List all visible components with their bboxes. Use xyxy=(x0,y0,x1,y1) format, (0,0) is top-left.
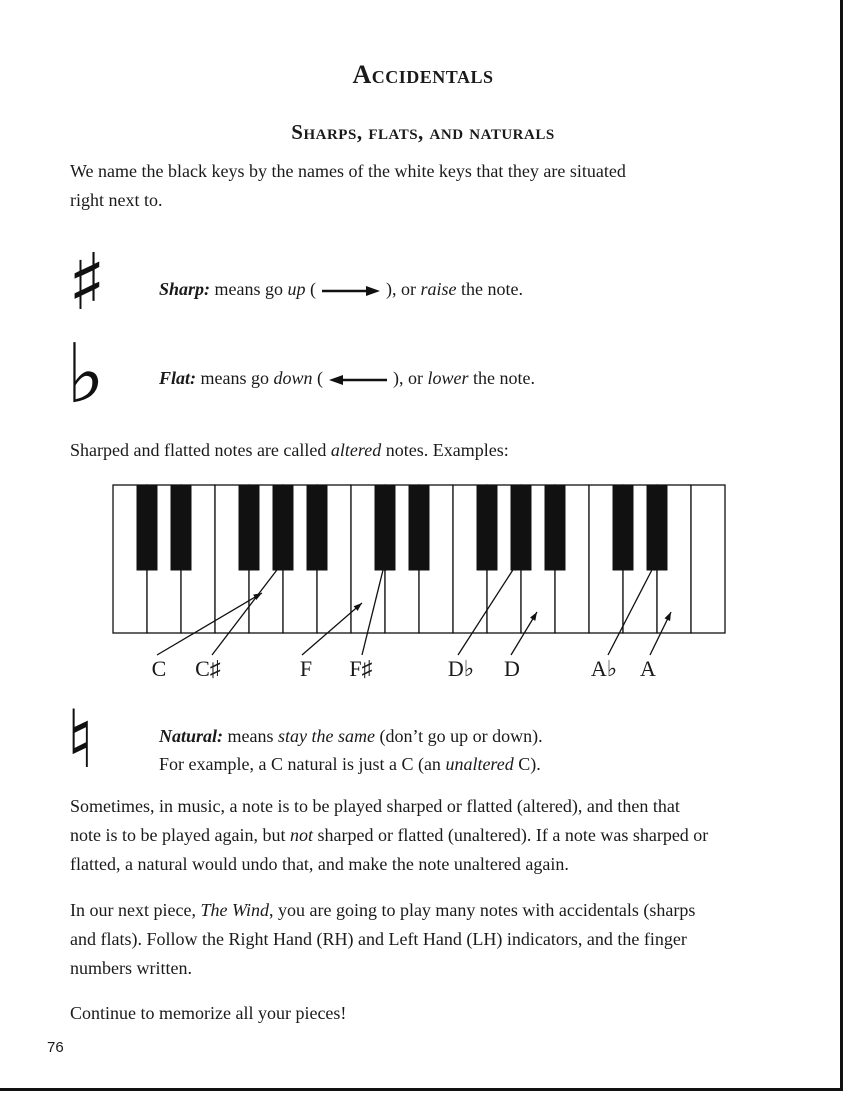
black-key xyxy=(307,485,327,570)
natural-emph-same: stay the same xyxy=(278,726,375,746)
para2-line1-a: In our next piece, xyxy=(70,900,201,920)
natural-symbol-icon: ♮ xyxy=(66,693,95,786)
para2-line1-b: , you are going to play many notes with accidentals (sharps xyxy=(268,900,696,920)
altered-text-b: notes. Examples: xyxy=(381,440,509,460)
flat-emph-down: down xyxy=(273,368,313,388)
label-a-flat: A♭ xyxy=(590,656,618,681)
altered-explanation-paragraph xyxy=(70,792,790,879)
natural-term: Natural: xyxy=(159,726,224,746)
label-a: A xyxy=(640,656,656,681)
label-f: F xyxy=(299,656,313,681)
black-key xyxy=(477,485,497,570)
para1-line-2 xyxy=(70,821,790,850)
sharp-text-b: ( xyxy=(305,279,317,299)
sharp-emph-up: up xyxy=(287,279,306,299)
natural-text-b: (don’t go up or down). xyxy=(374,726,543,746)
black-key xyxy=(239,485,259,570)
para1-emph-not: not xyxy=(289,825,313,845)
label-c: C xyxy=(151,656,167,681)
altered-text-a: Sharped and flatted notes are called xyxy=(70,440,331,460)
para2-line-1 xyxy=(70,896,790,925)
next-piece-paragraph xyxy=(70,896,790,983)
flat-text-b: ( xyxy=(312,368,324,388)
flat-term: Flat: xyxy=(159,368,197,388)
para1-line-3: flatted, a natural would undo that, and make the note unaltered again. xyxy=(70,854,569,874)
sharp-symbol-icon: ♯ xyxy=(68,238,106,328)
black-key xyxy=(613,485,633,570)
para1-line2-b: sharped or flatted (unaltered). If a note was sharped or xyxy=(312,825,709,845)
black-key xyxy=(511,485,531,570)
altered-emph: altered xyxy=(330,440,382,460)
label-c-sharp: C♯ xyxy=(195,656,221,681)
natural-definition xyxy=(159,722,543,778)
natural-text-a: means xyxy=(223,726,278,746)
flat-symbol-icon: ♭ xyxy=(66,327,105,422)
natural-line2-b: C). xyxy=(513,754,541,774)
para2-line-2: and flats). Follow the Right Hand (RH) and Left Hand (LH) indicators, and the finger xyxy=(70,929,687,949)
sharp-emph-raise: raise xyxy=(420,279,457,299)
sharp-text-c: ), or xyxy=(386,279,421,299)
label-f-sharp: F♯ xyxy=(349,656,373,681)
para2-line-3: numbers written. xyxy=(70,958,192,978)
sharp-text-a: means go xyxy=(210,279,288,299)
para1-line2-a: note is to be played again, but xyxy=(70,825,290,845)
label-d-flat: D♭ xyxy=(447,656,475,681)
black-key xyxy=(647,485,667,570)
natural-emph-unaltered: unaltered xyxy=(445,754,514,774)
black-key xyxy=(375,485,395,570)
sharp-text-d: the note. xyxy=(456,279,523,299)
sharp-term: Sharp: xyxy=(159,279,211,299)
flat-emph-lower: lower xyxy=(427,368,469,388)
flat-text-a: means go xyxy=(196,368,274,388)
section-subtitle: Sharps, flats, and naturals xyxy=(291,120,555,144)
black-key xyxy=(137,485,157,570)
closing-line: Continue to memorize all your pieces! xyxy=(70,1003,347,1023)
para1-line-1: Sometimes, in music, a note is to be played sharped or flatted (altered), and then that xyxy=(70,796,680,816)
intro-line-2: right next to. xyxy=(70,190,163,210)
black-key xyxy=(545,485,565,570)
black-key xyxy=(409,485,429,570)
natural-line2-a: For example, a C natural is just a C (an xyxy=(159,754,446,774)
natural-line-1 xyxy=(159,722,543,750)
piece-title: The Wind xyxy=(200,900,269,920)
white-key xyxy=(691,485,725,633)
intro-line-1: We name the black keys by the names of the white keys that they are situated xyxy=(70,161,626,181)
label-d: D xyxy=(504,656,520,681)
black-key xyxy=(171,485,191,570)
flat-text-d: the note. xyxy=(468,368,536,388)
black-key xyxy=(273,485,293,570)
page-title: Accidentals xyxy=(352,60,494,89)
page-number: 76 xyxy=(47,1039,64,1056)
natural-line-2 xyxy=(159,750,543,778)
flat-text-c: ), or xyxy=(393,368,428,388)
